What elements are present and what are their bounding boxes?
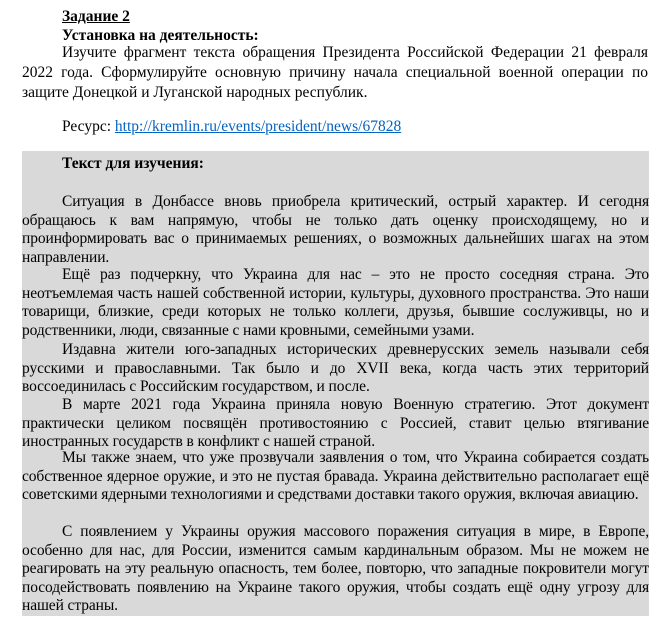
study-paragraph: Издавна жители юго-западных исторических древнерусских земель называли себя русскими и православными. Так было и до XVII века, когда часть этих территорий воссоединилась с Российским государством, и после. [22, 341, 649, 395]
study-paragraph: Ситуация в Донбассе вновь приобрела критический, острый характер. И сегодня обращаюсь к вам напрямую, чтобы не только дать оценку происходящему, но и проинформировать вас о принимаемых решениях, о возможных дальнейших шагах на этом направлении. [22, 193, 649, 266]
resource-label: Ресурс: [62, 118, 112, 135]
resource-link[interactable]: http://kremlin.ru/events/president/news/67828 [114, 118, 402, 135]
study-text-block [22, 151, 649, 616]
resource-line [62, 118, 401, 136]
activity-label: Установка на деятельность: [62, 27, 259, 44]
task-title: Задание 2 [62, 8, 130, 25]
study-paragraph: Мы также знаем, что уже прозвучали заявления о том, что Украина собирается создать собственное ядерное оружие, и это не пустая бравада. Украина действительно располагает ещё советскими ядерными технологиями и средствами доставки такого оружия, включая авиацию. [22, 449, 649, 503]
study-paragraph: В марте 2021 года Украина приняла новую Военную стратегию. Этот документ практически целиком посвящён противостоянию с Россией, ставит целью втягивание иностранных государств в конфликт с нашей страной. [22, 396, 649, 450]
study-paragraph: С появлением у Украины оружия массового поражения ситуация в мире, в Европе, особенно для нас, для России, изменится самым кардинальным образом. Мы не можем не реагировать на эту реальную опасность, тем более, повторю, что западные покровители могут посодействовать появлению на Украине такого оружия, чтобы создать ещё одну угрозу для нашей страны. [22, 523, 649, 614]
study-paragraph: Ещё раз подчеркну, что Украина для нас – это не просто соседняя страна. Это неотъемлемая часть нашей собственной истории, культуры, духовного пространства. Это наши товарищи, близкие, среди которых не только коллеги, друзья, бывшие сослуживцы, но и родственники, люди, связанные с нами кровными, семейными узами. [22, 266, 649, 339]
task-instruction: Изучите фрагмент текста обращения Президента Российской Федерации 21 февраля 2022 года. Сформулируйте основную причину начала специальной военной операции по защите Донецкой и Луганской народных республик. [22, 44, 648, 101]
study-title: Текст для изучения: [62, 155, 204, 172]
